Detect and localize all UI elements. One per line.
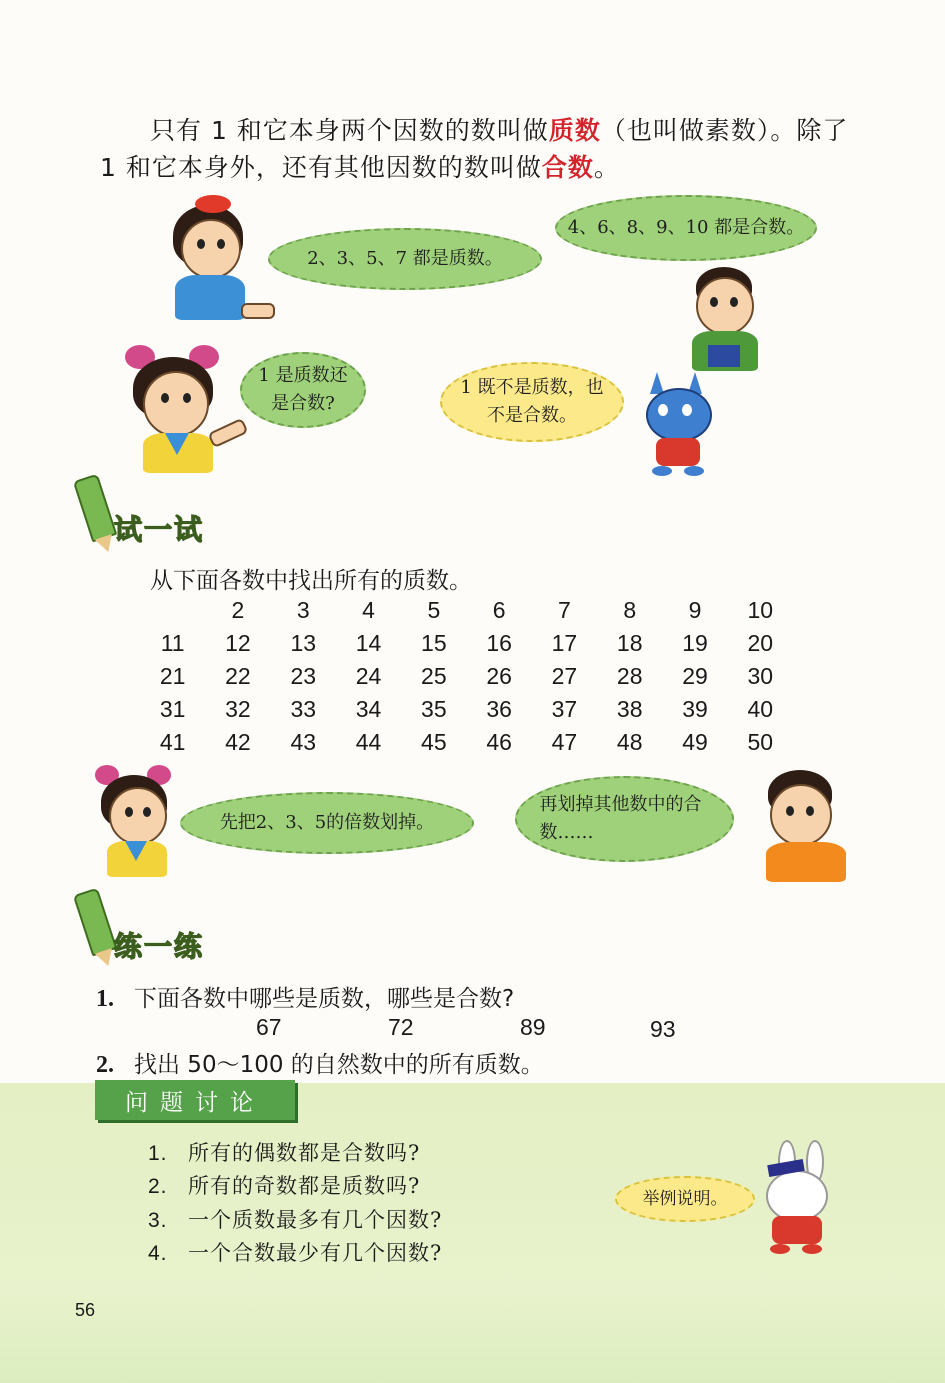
grid-number: 7 bbox=[558, 597, 571, 623]
grid-number: 30 bbox=[747, 663, 774, 689]
grid-number: 23 bbox=[290, 663, 317, 689]
practice-question-2 bbox=[96, 1046, 544, 1079]
discussion-title: 问题讨论 bbox=[95, 1080, 295, 1120]
grid-number: 19 bbox=[682, 630, 708, 656]
discussion-item-number: 3. bbox=[148, 1209, 168, 1232]
girl-pigtails-illustration bbox=[125, 345, 250, 475]
grid-number: 36 bbox=[486, 696, 512, 722]
blue-cat-illustration bbox=[640, 372, 720, 477]
bubble-girl3-text: 先把2、3、5的倍数划掉。 bbox=[219, 812, 435, 833]
q1-value: 93 bbox=[650, 1016, 676, 1042]
grid-number: 48 bbox=[616, 729, 643, 755]
grid-number: 13 bbox=[290, 630, 317, 656]
q1-value: 67 bbox=[256, 1014, 282, 1040]
try-section-tag: 试一试 bbox=[114, 513, 205, 546]
bubble-boy2-text: 再划掉其他数中的合数…… bbox=[539, 794, 702, 843]
grid-number: 12 bbox=[225, 630, 251, 656]
grid-number: 3 bbox=[296, 597, 310, 623]
grid-number: 14 bbox=[355, 630, 382, 656]
term-composite: 合数 bbox=[541, 153, 594, 182]
bubble-cat-text: 1 既不是质数，也不是合数。 bbox=[460, 377, 604, 426]
boy-illustration bbox=[688, 265, 768, 375]
speech-bubble-boy1 bbox=[555, 195, 817, 261]
discussion-item-number: 1. bbox=[148, 1142, 168, 1165]
practice-question-1 bbox=[96, 980, 514, 1013]
number-grid bbox=[140, 596, 780, 757]
grid-number: 44 bbox=[355, 729, 382, 755]
girl-pigtails-illustration-2 bbox=[95, 765, 185, 880]
q2-text: 找出 50～100 的自然数中的所有质数。 bbox=[134, 1052, 544, 1078]
grid-number: 16 bbox=[486, 630, 512, 656]
discussion-item bbox=[148, 1204, 442, 1234]
term-prime: 质数 bbox=[548, 116, 601, 145]
q1-text: 下面各数中哪些是质数，哪些是合数? bbox=[134, 986, 515, 1012]
bubble-girl1-text: 2、3、5、7 都是质数。 bbox=[307, 248, 503, 269]
grid-number: 17 bbox=[551, 630, 578, 656]
grid-number: 18 bbox=[616, 630, 643, 656]
bubble-girl2-text: 1 是质数还是合数? bbox=[258, 365, 348, 414]
pencil-mascot-icon-2 bbox=[73, 888, 118, 957]
discussion-item-number: 2. bbox=[148, 1175, 168, 1198]
grid-number: 38 bbox=[616, 696, 643, 722]
grid-number: 4 bbox=[362, 597, 375, 623]
page-number: 56 bbox=[75, 1300, 96, 1320]
grid-number: 34 bbox=[355, 696, 382, 722]
grid-number: 43 bbox=[290, 729, 317, 755]
discussion-item-text: 所有的偶数都是合数吗? bbox=[188, 1141, 421, 1165]
grid-number: 50 bbox=[747, 729, 774, 755]
grid-number: 5 bbox=[427, 597, 441, 623]
grid-number: 27 bbox=[551, 663, 578, 689]
discussion-item-text: 一个合数最少有几个因数? bbox=[188, 1241, 443, 1265]
speech-bubble-boy2 bbox=[515, 776, 734, 862]
practice-section-tag: 练一练 bbox=[114, 930, 205, 963]
speech-bubble-cat bbox=[440, 362, 624, 442]
intro-paragraph bbox=[100, 112, 860, 186]
grid-number: 24 bbox=[355, 663, 382, 689]
grid-number: 25 bbox=[421, 663, 447, 689]
grid-number: 20 bbox=[747, 630, 774, 656]
grid-number: 35 bbox=[421, 696, 447, 722]
grid-number: 26 bbox=[486, 663, 512, 689]
grid-number: 41 bbox=[159, 729, 186, 755]
girl-red-bow-illustration bbox=[165, 195, 275, 335]
intro-text-3: 。 bbox=[593, 153, 620, 182]
grid-number: 28 bbox=[616, 663, 643, 689]
discussion-item-text: 一个质数最多有几个因数? bbox=[188, 1208, 443, 1232]
try-instruction: 从下面各数中找出所有的质数。 bbox=[150, 568, 472, 594]
grid-number: 33 bbox=[290, 696, 317, 722]
bubble-boy1-text: 4、6、8、9、10 都是合数。 bbox=[567, 217, 805, 238]
discussion-item-number: 4. bbox=[148, 1242, 168, 1265]
grid-number: 49 bbox=[682, 729, 708, 755]
grid-number: 11 bbox=[160, 630, 185, 656]
grid-number: 32 bbox=[225, 696, 251, 722]
speech-bubble-girl1 bbox=[268, 228, 542, 290]
discussion-item bbox=[148, 1237, 442, 1267]
discussion-item bbox=[148, 1137, 420, 1167]
grid-number: 2 bbox=[231, 597, 245, 623]
bubble-rabbit-text: 举例说明。 bbox=[642, 1189, 728, 1209]
discussion-item-text: 所有的奇数都是质数吗? bbox=[188, 1174, 421, 1198]
grid-number bbox=[140, 596, 205, 625]
grid-number: 45 bbox=[421, 729, 447, 755]
q1-value: 89 bbox=[520, 1014, 546, 1040]
grid-number: 15 bbox=[421, 630, 447, 656]
q1-number: 1. bbox=[96, 986, 114, 1012]
grid-number: 31 bbox=[159, 696, 186, 722]
grid-number: 39 bbox=[682, 696, 708, 722]
speech-bubble-girl2 bbox=[240, 352, 366, 428]
q2-number: 2. bbox=[96, 1052, 114, 1078]
grid-number: 42 bbox=[225, 729, 251, 755]
grid-number: 37 bbox=[551, 696, 578, 722]
grid-number: 46 bbox=[486, 729, 512, 755]
boy-orange-shirt-illustration bbox=[760, 770, 850, 885]
speech-bubble-girl3 bbox=[180, 792, 474, 854]
grid-number: 9 bbox=[688, 597, 702, 623]
grid-number: 47 bbox=[551, 729, 578, 755]
rabbit-teacher-illustration bbox=[760, 1140, 840, 1255]
grid-number: 22 bbox=[225, 663, 251, 689]
grid-number: 29 bbox=[682, 663, 708, 689]
grid-number: 8 bbox=[623, 597, 637, 623]
grid-number: 6 bbox=[492, 597, 506, 623]
grid-number: 21 bbox=[159, 663, 186, 689]
grid-number: 40 bbox=[747, 696, 774, 722]
discussion-item bbox=[148, 1170, 420, 1200]
intro-text-2: （也叫做素数）。除了 1 和它本身外，还有其他因数的数叫做 bbox=[100, 116, 849, 182]
grid-number: 10 bbox=[747, 597, 774, 623]
intro-text-1: 只有 1 和它本身两个因数的数叫做 bbox=[150, 116, 549, 145]
speech-bubble-rabbit bbox=[615, 1176, 755, 1222]
q1-value: 72 bbox=[388, 1014, 414, 1040]
pencil-mascot-icon bbox=[73, 474, 118, 543]
